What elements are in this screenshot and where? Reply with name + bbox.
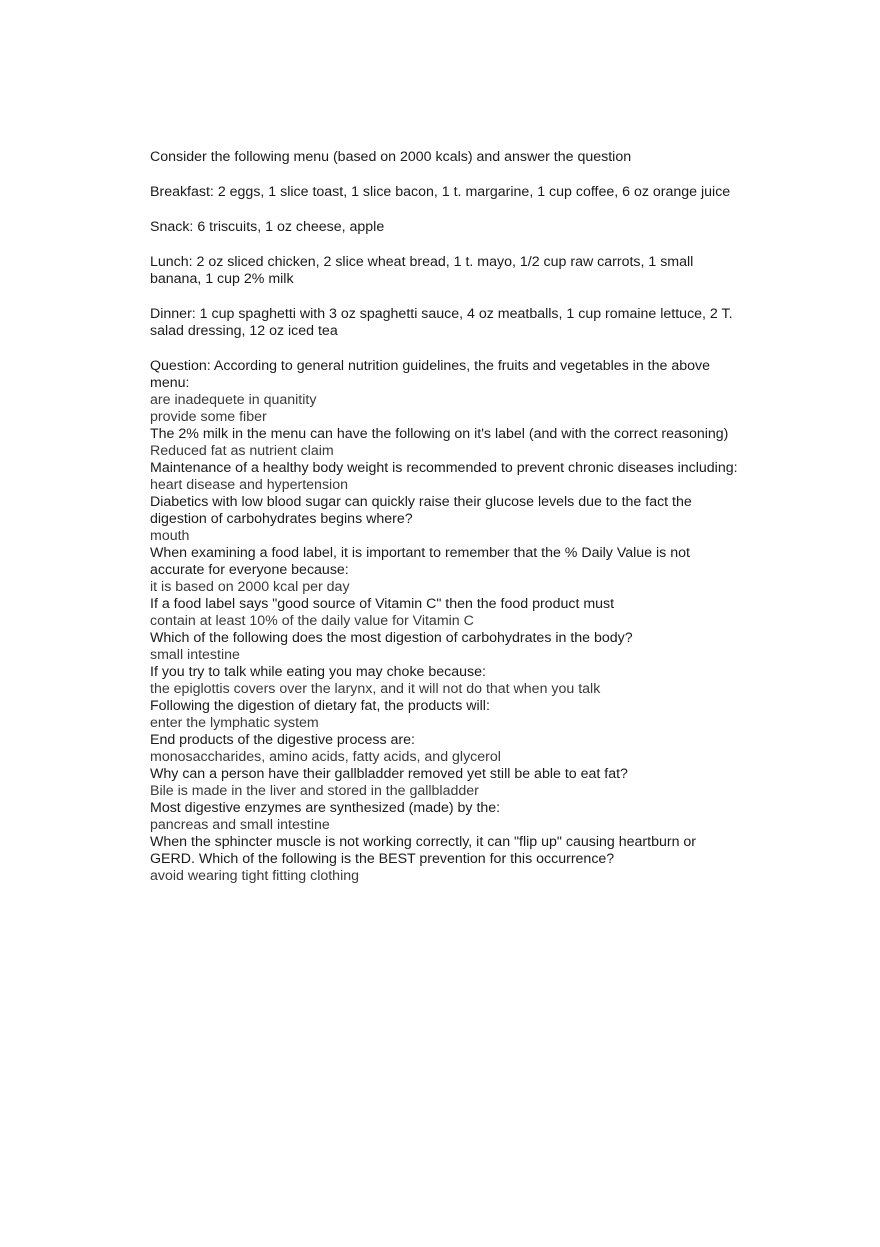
answer-text: enter the lymphatic system [150, 715, 319, 731]
question-text: Most digestive enzymes are synthesized (made) by the: [150, 800, 501, 816]
intro-text: Consider the following menu (based on 2000 kcals) and answer the question [150, 149, 632, 165]
menu-snack: Snack: 6 triscuits, 1 oz cheese, apple [150, 219, 385, 235]
answer-text: contain at least 10% of the daily value for Vitamin C [150, 613, 474, 629]
answer-text: heart disease and hypertension [150, 477, 348, 493]
question-text: End products of the digestive process are: [150, 732, 415, 748]
question-text: Which of the following does the most digestion of carbohydrates in the body? [150, 630, 633, 646]
menu-breakfast: Breakfast: 2 eggs, 1 slice toast, 1 slice bacon, 1 t. margarine, 1 cup coffee, 6 oz orange juice [150, 184, 731, 200]
question-answer-list [150, 358, 740, 885]
answer-text: Bile is made in the liver and stored in the gallbladder [150, 783, 479, 799]
question-text: When examining a food label, it is important to remember that the % Daily Value is not accurate for everyone because: [150, 545, 690, 578]
answer-text: are inadequete in quanitity [150, 392, 317, 408]
question-text: Following the digestion of dietary fat, the products will: [150, 698, 490, 714]
question-text: Maintenance of a healthy body weight is recommended to prevent chronic diseases including: [150, 460, 738, 476]
question-text: If a food label says "good source of Vitamin C" then the food product must [150, 596, 615, 612]
question-text: The 2% milk in the menu can have the following on it's label (and with the correct reasoning) [150, 426, 729, 442]
answer-text: monosaccharides, amino acids, fatty acids, and glycerol [150, 749, 501, 765]
question-text: If you try to talk while eating you may choke because: [150, 664, 486, 680]
answer-text: small intestine [150, 647, 240, 663]
question-text: When the sphincter muscle is not working correctly, it can "flip up" causing heartburn or GERD. Which of the following is the BEST prevention for this occurrence? [150, 834, 697, 867]
answer-text: provide some fiber [150, 409, 267, 425]
menu-lunch: Lunch: 2 oz sliced chicken, 2 slice wheat bread, 1 t. mayo, 1/2 cup raw carrots, 1 small banana, 1 cup 2% milk [150, 254, 694, 287]
answer-text: it is based on 2000 kcal per day [150, 579, 350, 595]
answer-text: mouth [150, 528, 190, 544]
question-text: Why can a person have their gallbladder removed yet still be able to eat fat? [150, 766, 628, 782]
answer-text: the epiglottis covers over the larynx, and it will not do that when you talk [150, 681, 601, 697]
answer-text: avoid wearing tight fitting clothing [150, 868, 359, 884]
document-body [150, 149, 740, 885]
answer-text: pancreas and small intestine [150, 817, 330, 833]
answer-text: Reduced fat as nutrient claim [150, 443, 334, 459]
question-text: Diabetics with low blood sugar can quickly raise their glucose levels due to the fact the digestion of carbohydrates begins where? [150, 494, 692, 527]
menu-dinner: Dinner: 1 cup spaghetti with 3 oz spaghetti sauce, 4 oz meatballs, 1 cup romaine lettuce, 2 T. salad dressing, 12 oz iced tea [150, 306, 733, 339]
question-text: Question: According to general nutrition guidelines, the fruits and vegetables in the above menu: [150, 358, 710, 391]
